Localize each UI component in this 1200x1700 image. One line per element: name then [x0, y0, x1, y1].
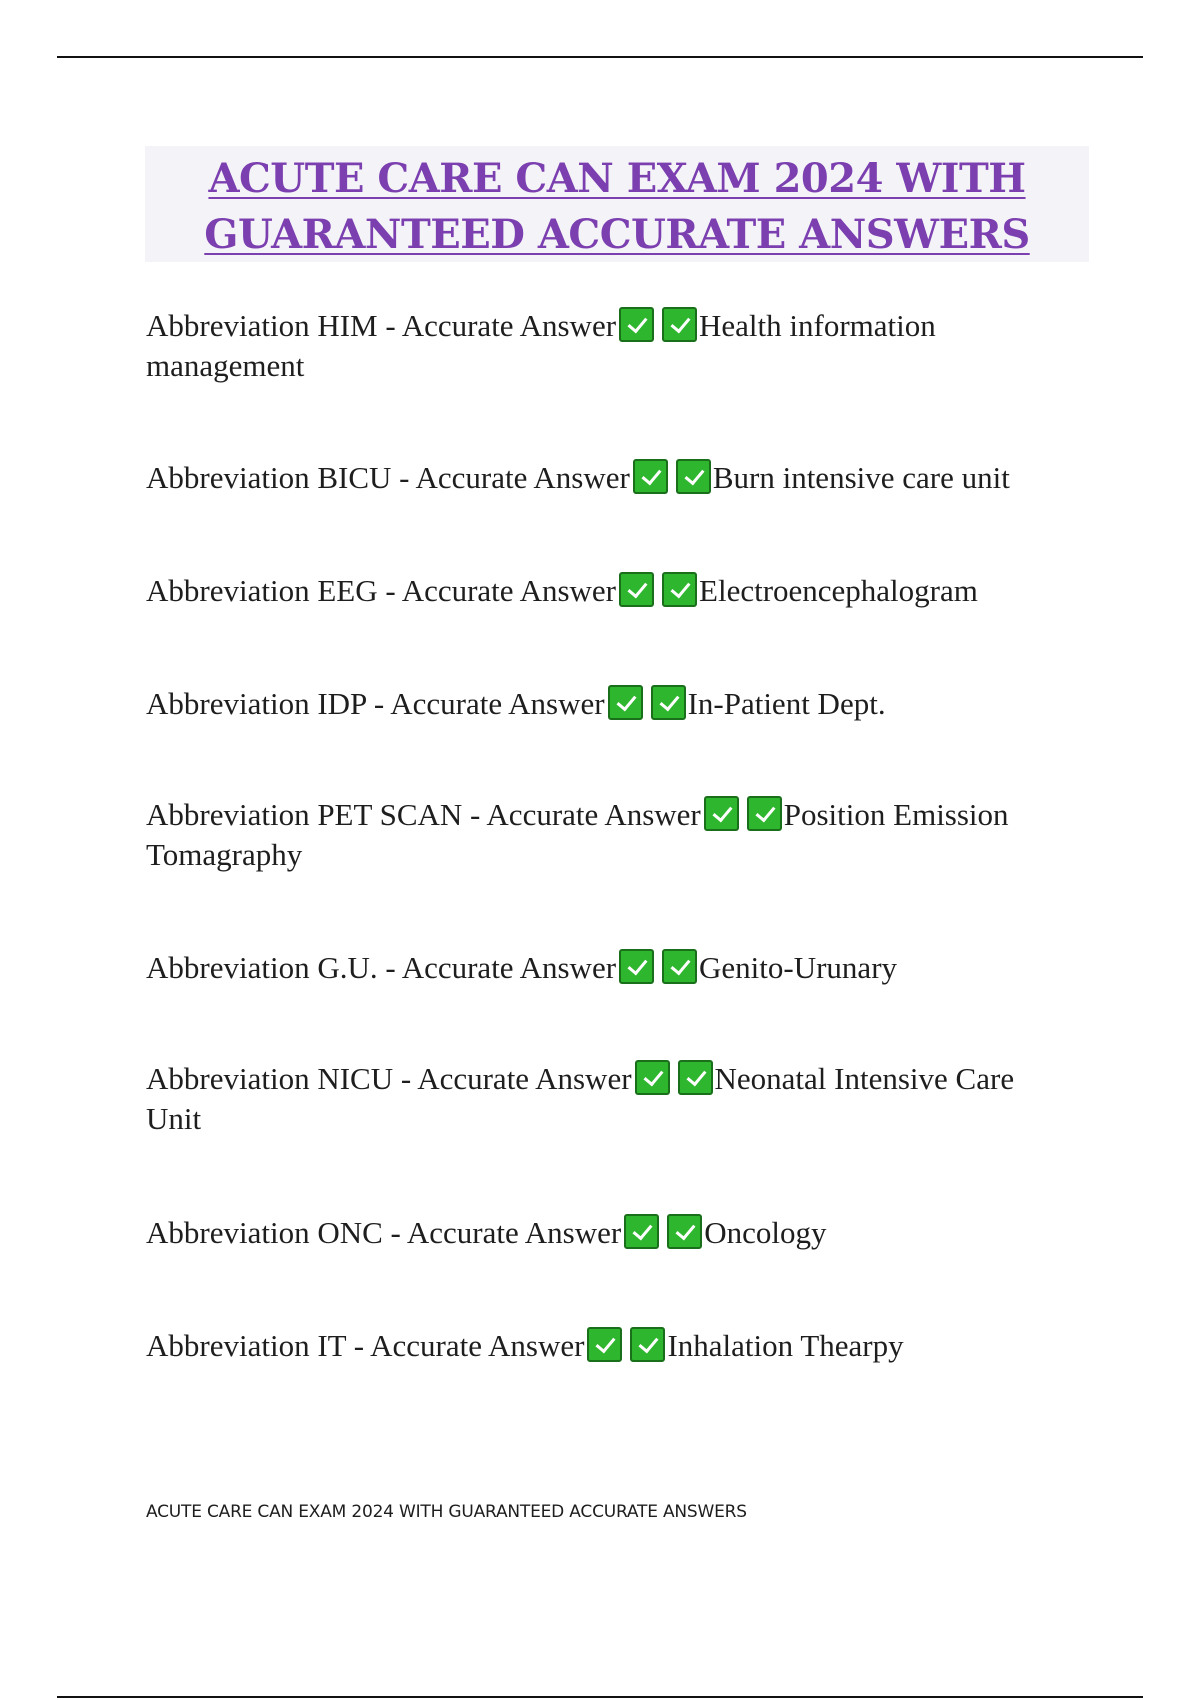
check-mark-icon	[747, 796, 782, 831]
check-mark-icon	[635, 1060, 670, 1095]
page-footer: ACUTE CARE CAN EXAM 2024 WITH GUARANTEED ACCURATE ANSWERS	[146, 1502, 747, 1522]
check-mark-icon	[587, 1327, 622, 1362]
question-text: Abbreviation HIM - Accurate Answer	[146, 308, 617, 343]
qa-item	[146, 571, 1076, 611]
qa-item	[146, 306, 1076, 386]
question-text: Abbreviation IT - Accurate Answer	[146, 1328, 585, 1363]
title-line-2: GUARANTEED ACCURATE ANSWERS	[204, 211, 1030, 258]
answer-text: Position Emission Tomagraphy	[146, 797, 1009, 872]
answer-text: In-Patient Dept.	[687, 686, 886, 721]
answer-text: Burn intensive care unit	[712, 460, 1010, 495]
answer-text: Oncology	[704, 1215, 827, 1250]
question-text: Abbreviation IDP - Accurate Answer	[146, 686, 605, 721]
check-mark-icon	[619, 572, 654, 607]
check-mark-icon	[662, 949, 697, 984]
answer-text: Inhalation Thearpy	[667, 1328, 904, 1363]
qa-item	[146, 1059, 1076, 1139]
qa-item	[146, 1213, 1076, 1253]
question-text: Abbreviation PET SCAN - Accurate Answer	[146, 797, 701, 832]
title-line-1: ACUTE CARE CAN EXAM 2024 WITH	[208, 155, 1026, 202]
qa-item	[146, 1326, 1076, 1366]
check-mark-icon	[662, 307, 697, 342]
check-mark-icon	[704, 796, 739, 831]
qa-item	[146, 684, 1076, 724]
answer-text: Genito-Urunary	[699, 950, 898, 985]
qa-item	[146, 948, 1076, 988]
check-mark-icon	[619, 307, 654, 342]
answer-text: Electroencephalogram	[699, 573, 978, 608]
check-mark-icon	[630, 1327, 665, 1362]
document-title	[145, 146, 1089, 262]
check-mark-icon	[662, 572, 697, 607]
check-mark-icon	[633, 459, 668, 494]
question-text: Abbreviation BICU - Accurate Answer	[146, 460, 630, 495]
qa-item	[146, 458, 1076, 498]
check-mark-icon	[608, 685, 643, 720]
qa-item	[146, 795, 1076, 875]
question-text: Abbreviation EEG - Accurate Answer	[146, 573, 617, 608]
check-mark-icon	[676, 459, 711, 494]
question-text: Abbreviation NICU - Accurate Answer	[146, 1061, 632, 1096]
answer-text: Health information management	[146, 308, 936, 383]
check-mark-icon	[619, 949, 654, 984]
check-mark-icon	[678, 1060, 713, 1095]
question-text: Abbreviation ONC - Accurate Answer	[146, 1215, 622, 1250]
answer-text: Neonatal Intensive Care Unit	[146, 1061, 1015, 1136]
check-mark-icon	[624, 1214, 659, 1249]
question-text: Abbreviation G.U. - Accurate Answer	[146, 950, 617, 985]
check-mark-icon	[651, 685, 686, 720]
bottom-rule	[57, 1696, 1143, 1698]
top-rule	[57, 56, 1143, 58]
check-mark-icon	[667, 1214, 702, 1249]
